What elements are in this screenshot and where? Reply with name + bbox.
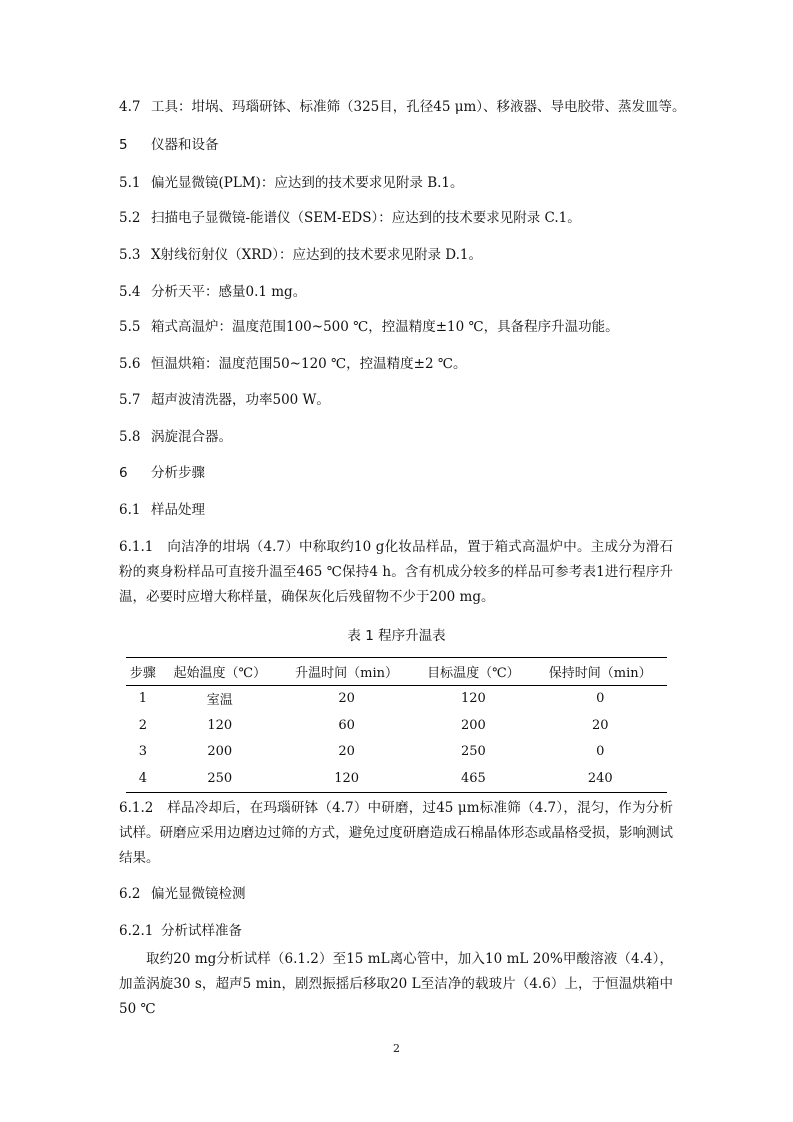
table-cell: 20: [338, 744, 355, 760]
clause-5-4: 5.4 分析天平：感量0.1 mg。: [119, 284, 307, 300]
header-cell: 保持时间（min）: [548, 665, 652, 681]
clause-5-3: 5.3 X射线衍射仪（XRD）：应达到的技术要求见附录 D.1。: [119, 247, 482, 263]
table-row: [126, 739, 667, 766]
paragraph-6-1-1: 6.1.1 向洁净的坩埚（4.7）中称取约10 g化妆品样品，置于箱式高温炉中。主成分为滑石粉的爽身粉样品可直接升温至465 ℃保持4 h。含有机成分较多的样品可参考表1进行程序升温，必要时应增大称样量，确保灰化后残留物不少于200 mg。: [119, 539, 673, 605]
header-cell: 步骤: [129, 665, 156, 681]
header-cell: 升温时间（min）: [295, 665, 399, 681]
table-cell: 3: [138, 744, 148, 760]
table-cell: 120: [334, 770, 360, 786]
table-row: [126, 685, 667, 712]
table-cell: 465: [461, 770, 486, 786]
clause-4-7: 4.7 工具：坩埚、玛瑙研钵、标准筛（325目，孔径45 μm）、移液器、导电胶带、蒸发皿等。: [119, 99, 686, 115]
table-header-row: [126, 658, 667, 686]
clause-5-6: 5.6 恒温烘箱：温度范围50~120 ℃，控温精度±2 ℃。: [119, 356, 467, 372]
clause-5-1: 5.1 偏光显微镜(PLM)：应达到的技术要求见附录 B.1。: [119, 175, 464, 191]
section-5-heading: 5 仪器和设备: [119, 137, 219, 153]
table-cell: 1: [138, 691, 148, 707]
table-caption: 表 1 程序升温表: [347, 628, 446, 644]
clause-5-2: 5.2 扫描电子显微镜-能谱仪（SEM-EDS）：应达到的技术要求见附录 C.1。: [119, 210, 581, 226]
table-cell: 4: [138, 770, 148, 786]
clause-5-5: 5.5 箱式高温炉：温度范围100~500 ℃，控温精度±10 ℃，具备程序升温功能。: [119, 319, 619, 335]
clause-5-7: 5.7 超声波清洗器，功率500 W。: [119, 392, 330, 408]
table-cell: 室温: [206, 693, 233, 709]
header-cell: 目标温度（℃）: [427, 665, 520, 681]
table-cell: 240: [587, 770, 613, 786]
table-cell: 0: [596, 744, 605, 760]
table-cell: 2: [138, 717, 148, 733]
table-cell: 20: [591, 717, 609, 733]
table-cell: 200: [461, 717, 486, 733]
table-cell: 60: [338, 717, 355, 733]
clause-6-2-1: 6.2.1 分析试样准备: [119, 923, 242, 939]
clause-6-1: 6.1 样品处理: [119, 502, 205, 518]
page-number: 2: [393, 1042, 400, 1055]
paragraph-6-1-2: 6.1.2 样品冷却后，在玛瑙研钵（4.7）中研磨，过45 μm标准筛（4.7），混匀，作为分析试样。研磨应采用边磨边过筛的方式，避免过度研磨造成石棉晶体形态或晶格受损，影响测试结果。: [119, 800, 673, 866]
table-cell: 250: [461, 744, 486, 760]
table-cell: 20: [338, 691, 355, 707]
table-cell: 120: [461, 691, 486, 707]
table-cell: 0: [596, 691, 605, 707]
heating-program-table: [126, 657, 667, 793]
header-cell: 起始温度（℃）: [173, 665, 267, 681]
table-row: [126, 765, 667, 792]
table-cell: 120: [207, 717, 233, 733]
section-6-heading: 6 分析步骤: [119, 465, 205, 481]
paragraph-6-2-1: 取约20 mg分析试样（6.1.2）至15 mL离心管中，加入10 mL 20%甲酸溶液（4.4），加盖涡旋30 s，超声5 min，剧烈振摇后移取20 L至洁净的载玻片（4.6）上，于恒温烘箱中50 ℃: [119, 951, 673, 1017]
clause-6-2: 6.2 偏光显微镜检测: [119, 886, 246, 902]
table-cell: 250: [207, 770, 233, 786]
table-cell: 200: [207, 744, 233, 760]
clause-5-8: 5.8 涡旋混合器。: [119, 429, 232, 445]
table-row: [126, 712, 667, 739]
